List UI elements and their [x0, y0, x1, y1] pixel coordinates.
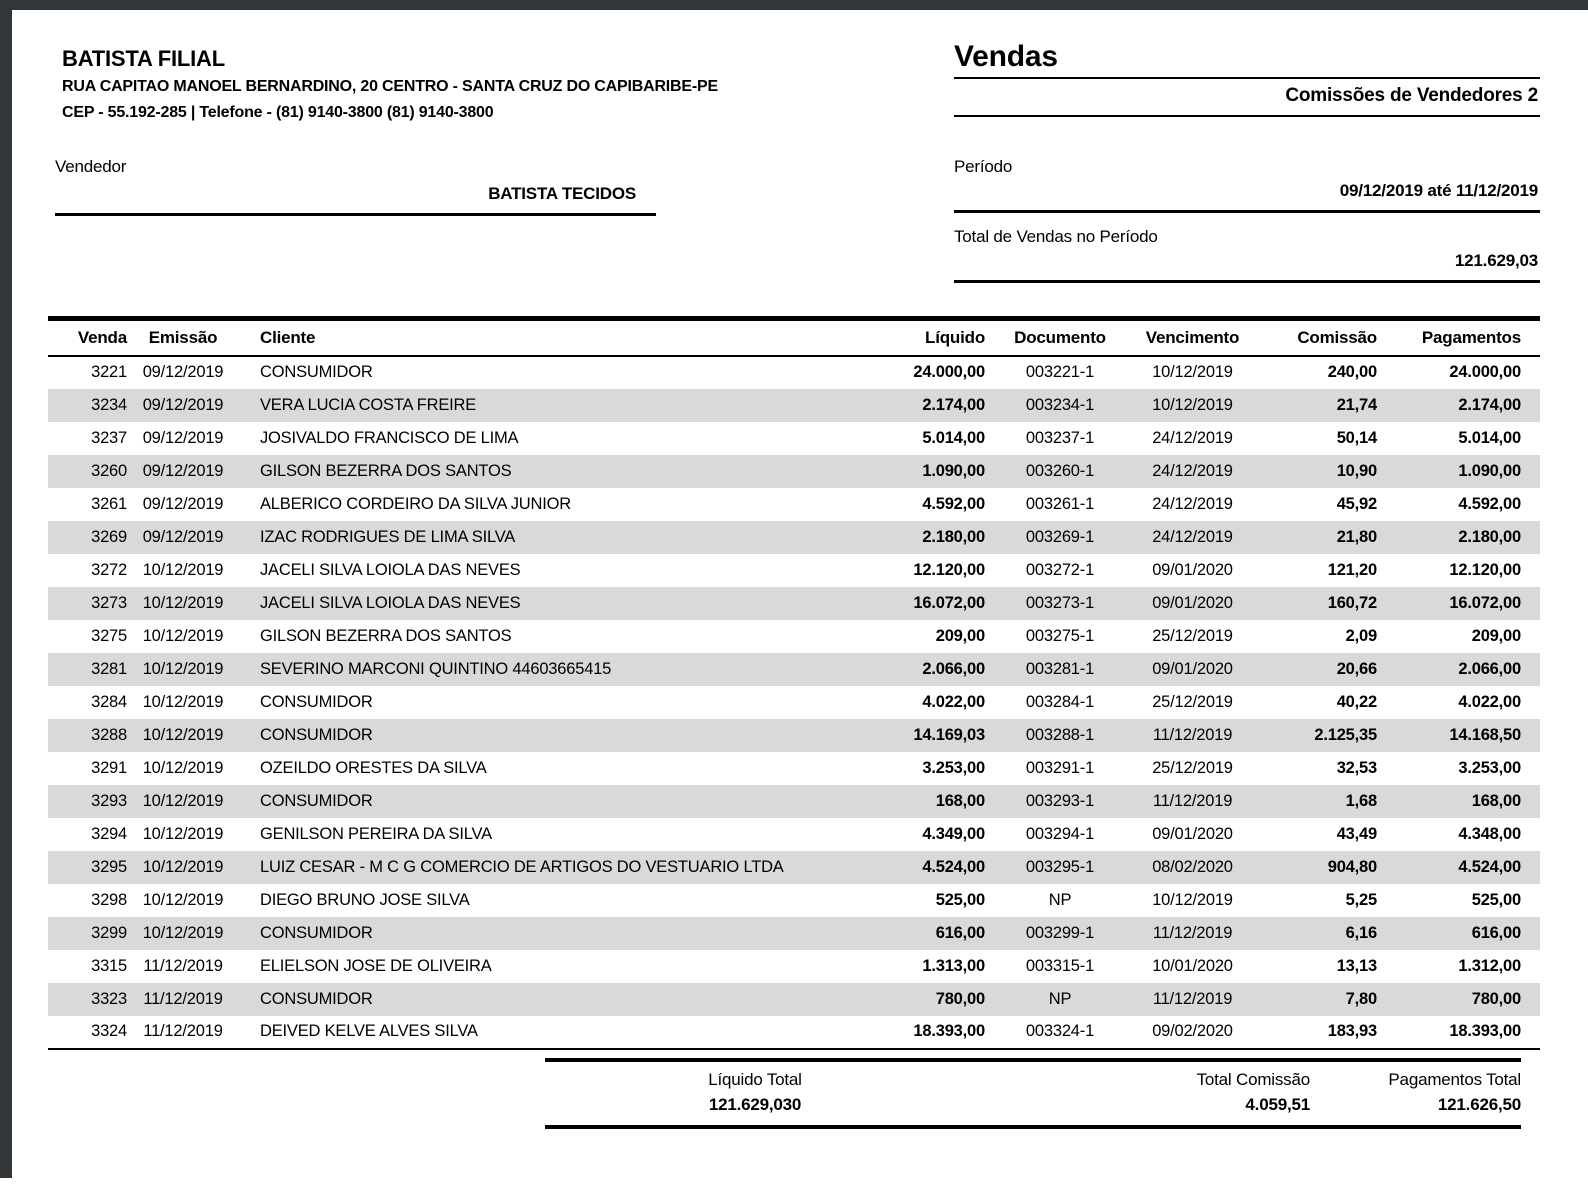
cell-documento: 003284-1 — [1025, 692, 1095, 711]
table-row — [48, 1016, 1540, 1049]
table-row — [48, 620, 1540, 653]
cell-liquido: 1.090,00 — [922, 461, 985, 480]
cell-liquido: 1.313,00 — [922, 956, 985, 975]
company-cep-phone: CEP - 55.192-285 | Telefone - (81) 9140-3800 (81) 9140-3800 — [62, 103, 494, 121]
table-row — [48, 389, 1540, 422]
table-row — [48, 752, 1540, 785]
cell-cliente: DEIVED KELVE ALVES SILVA — [260, 1022, 478, 1041]
table-row — [48, 983, 1540, 1016]
cell-vencimento: 25/12/2019 — [1152, 758, 1233, 777]
col-header-liquido: Líquido — [865, 319, 1000, 356]
cell-emissao: 10/12/2019 — [142, 923, 224, 942]
cell-pagamentos: 24.000,00 — [1449, 363, 1521, 382]
cell-pagamentos: 12.120,00 — [1449, 560, 1521, 579]
cell-vencimento: 08/02/2020 — [1152, 857, 1233, 876]
cell-pagamentos: 5.014,00 — [1458, 428, 1521, 447]
cell-documento: 003315-1 — [1025, 956, 1095, 975]
cell-comissao: 240,00 — [1327, 363, 1377, 382]
cell-cliente: GILSON BEZERRA DOS SANTOS — [260, 461, 512, 480]
cell-emissao: 10/12/2019 — [142, 758, 224, 777]
cell-vencimento: 11/12/2019 — [1152, 791, 1233, 810]
cell-emissao: 09/12/2019 — [142, 428, 224, 447]
cell-comissao: 32,53 — [1336, 758, 1377, 777]
cell-venda: 3269 — [91, 527, 127, 546]
cell-pagamentos: 2.066,00 — [1458, 659, 1521, 678]
cell-vencimento: 24/12/2019 — [1152, 428, 1233, 447]
table-row — [48, 686, 1540, 719]
report-page — [12, 10, 1588, 1129]
cell-liquido: 209,00 — [935, 626, 985, 645]
cell-emissao: 10/12/2019 — [142, 824, 224, 843]
liquido-total-label: Líquido Total — [708, 1069, 802, 1089]
cell-comissao: 45,92 — [1336, 494, 1377, 513]
cell-comissao: 160,72 — [1327, 593, 1377, 612]
cell-liquido: 2.174,00 — [922, 395, 985, 414]
sales-table — [48, 316, 1540, 1050]
cell-comissao: 1,68 — [1345, 791, 1377, 810]
cell-pagamentos: 209,00 — [1471, 626, 1521, 645]
table-row — [48, 488, 1540, 521]
pagamentos-total-block — [1310, 1070, 1521, 1115]
table-row — [48, 653, 1540, 686]
cell-comissao: 43,49 — [1336, 824, 1377, 843]
liquido-total-value: 121.629,030 — [708, 1094, 802, 1114]
cell-emissao: 10/12/2019 — [142, 626, 224, 645]
cell-documento: 003281-1 — [1025, 659, 1095, 678]
cell-vencimento: 24/12/2019 — [1152, 527, 1233, 546]
cell-vencimento: 09/01/2020 — [1152, 659, 1233, 678]
company-info — [48, 38, 718, 123]
cell-venda: 3234 — [91, 395, 127, 414]
cell-pagamentos: 1.090,00 — [1458, 461, 1521, 480]
cell-cliente: GILSON BEZERRA DOS SANTOS — [260, 626, 512, 645]
cell-emissao: 11/12/2019 — [143, 1022, 223, 1041]
cell-documento: 003294-1 — [1025, 824, 1095, 843]
cell-venda: 3288 — [91, 725, 127, 744]
cell-venda: 3294 — [91, 824, 127, 843]
cell-pagamentos: 14.168,50 — [1449, 725, 1521, 744]
cell-comissao: 40,22 — [1336, 692, 1377, 711]
cell-vencimento: 24/12/2019 — [1152, 494, 1233, 513]
cell-comissao: 2.125,35 — [1314, 725, 1377, 744]
total-vendas-label: Total de Vendas no Período — [954, 227, 1158, 247]
pagamentos-total-value: 121.626,50 — [1437, 1094, 1521, 1114]
cell-venda: 3272 — [91, 560, 127, 579]
col-header-cliente: Cliente — [238, 319, 865, 356]
cell-venda: 3323 — [91, 989, 127, 1008]
table-row — [48, 884, 1540, 917]
cell-documento: 003299-1 — [1025, 923, 1095, 942]
cell-vencimento: 25/12/2019 — [1152, 692, 1233, 711]
cell-venda: 3275 — [91, 626, 127, 645]
cell-pagamentos: 780,00 — [1471, 989, 1521, 1008]
cell-venda: 3299 — [91, 923, 127, 942]
cell-venda: 3237 — [91, 428, 127, 447]
cell-venda: 3298 — [91, 890, 127, 909]
cell-liquido: 16.072,00 — [913, 593, 985, 612]
cell-emissao: 10/12/2019 — [142, 593, 224, 612]
vendedor-block — [48, 157, 656, 283]
col-header-venda: Venda — [48, 319, 128, 356]
table-row — [48, 356, 1540, 389]
sales-table-body — [48, 356, 1540, 1049]
cell-emissao: 09/12/2019 — [142, 494, 224, 513]
table-row — [48, 785, 1540, 818]
cell-documento: NP — [1048, 989, 1072, 1008]
cell-vencimento: 09/01/2020 — [1152, 824, 1233, 843]
cell-venda: 3221 — [91, 363, 127, 382]
cell-pagamentos: 16.072,00 — [1449, 593, 1521, 612]
cell-emissao: 10/12/2019 — [142, 659, 224, 678]
table-row — [48, 950, 1540, 983]
cell-emissao: 09/12/2019 — [142, 527, 224, 546]
cell-comissao: 10,90 — [1336, 461, 1377, 480]
cell-liquido: 525,00 — [935, 890, 985, 909]
table-row — [48, 422, 1540, 455]
table-row — [48, 455, 1540, 488]
col-header-vencimento: Vencimento — [1120, 319, 1265, 356]
cell-cliente: CONSUMIDOR — [260, 923, 373, 942]
cell-documento: 003275-1 — [1025, 626, 1095, 645]
cell-emissao: 10/12/2019 — [142, 560, 224, 579]
cell-venda: 3295 — [91, 857, 127, 876]
cell-vencimento: 09/02/2020 — [1152, 1022, 1233, 1041]
cell-emissao: 10/12/2019 — [142, 857, 224, 876]
company-address: RUA CAPITAO MANOEL BERNARDINO, 20 CENTRO - SANTA CRUZ DO CAPIBARIBE-PE — [62, 78, 718, 95]
col-header-comissao: Comissão — [1265, 319, 1390, 356]
cell-emissao: 10/12/2019 — [142, 692, 224, 711]
cell-comissao: 50,14 — [1336, 428, 1377, 447]
cell-pagamentos: 168,00 — [1471, 791, 1521, 810]
cell-cliente: IZAC RODRIGUES DE LIMA SILVA — [260, 527, 516, 546]
cell-pagamentos: 3.253,00 — [1458, 758, 1521, 777]
cell-liquido: 24.000,00 — [913, 363, 985, 382]
cell-cliente: VERA LUCIA COSTA FREIRE — [260, 395, 477, 414]
cell-documento: 003237-1 — [1025, 428, 1095, 447]
cell-comissao: 2,09 — [1345, 626, 1377, 645]
cell-venda: 3315 — [91, 956, 127, 975]
cell-liquido: 2.180,00 — [922, 527, 985, 546]
cell-emissao: 09/12/2019 — [142, 461, 224, 480]
cell-liquido: 5.014,00 — [922, 428, 985, 447]
cell-vencimento: 09/01/2020 — [1152, 560, 1233, 579]
table-row — [48, 917, 1540, 950]
cell-cliente: ALBERICO CORDEIRO DA SILVA JUNIOR — [260, 494, 571, 513]
cell-vencimento: 10/12/2019 — [1152, 363, 1233, 382]
pagamentos-total-label: Pagamentos Total — [1388, 1069, 1521, 1089]
cell-documento: 003288-1 — [1025, 725, 1095, 744]
cell-documento: 003261-1 — [1025, 494, 1095, 513]
vendedor-value: BATISTA TECIDOS — [55, 177, 656, 216]
cell-vencimento: 10/01/2020 — [1152, 956, 1233, 975]
cell-documento: 003221-1 — [1025, 363, 1095, 382]
cell-liquido: 616,00 — [935, 923, 985, 942]
col-header-documento: Documento — [1000, 319, 1120, 356]
cell-cliente: LUIZ CESAR - M C G COMERCIO DE ARTIGOS DO VESTUARIO LTDA — [260, 857, 784, 876]
table-row — [48, 587, 1540, 620]
cell-documento: 003234-1 — [1025, 395, 1095, 414]
cell-venda: 3260 — [91, 461, 127, 480]
cell-documento: 003324-1 — [1025, 1022, 1095, 1041]
cell-liquido: 4.592,00 — [922, 494, 985, 513]
cell-emissao: 10/12/2019 — [142, 890, 224, 909]
cell-liquido: 18.393,00 — [913, 1022, 985, 1041]
report-header — [48, 38, 1540, 123]
total-vendas-value: 121.629,03 — [954, 247, 1540, 283]
cell-cliente: CONSUMIDOR — [260, 363, 373, 382]
cell-venda: 3261 — [91, 494, 127, 513]
cell-cliente: CONSUMIDOR — [260, 791, 373, 810]
cell-liquido: 12.120,00 — [913, 560, 985, 579]
cell-pagamentos: 616,00 — [1471, 923, 1521, 942]
viewer-frame-left — [0, 0, 12, 1178]
cell-documento: 003291-1 — [1025, 758, 1095, 777]
vendedor-label: Vendedor — [55, 157, 127, 177]
cell-documento: 003295-1 — [1025, 857, 1095, 876]
company-name: BATISTA FILIAL — [62, 46, 225, 71]
col-header-emissao: Emissão — [128, 319, 238, 356]
cell-vencimento: 10/12/2019 — [1152, 890, 1233, 909]
cell-cliente: JOSIVALDO FRANCISCO DE LIMA — [260, 428, 519, 447]
cell-venda: 3281 — [91, 659, 127, 678]
cell-cliente: CONSUMIDOR — [260, 989, 373, 1008]
cell-comissao: 21,74 — [1336, 395, 1377, 414]
viewer-frame-top — [0, 0, 1588, 10]
total-comissao-block — [965, 1070, 1310, 1115]
cell-vencimento: 11/12/2019 — [1152, 989, 1233, 1008]
cell-comissao: 6,16 — [1345, 923, 1377, 942]
cell-vencimento: 25/12/2019 — [1152, 626, 1233, 645]
cell-documento: 003293-1 — [1025, 791, 1095, 810]
cell-vencimento: 24/12/2019 — [1152, 461, 1233, 480]
report-title-block — [954, 38, 1540, 117]
report-subtitle: Comissões de Vendedores 2 — [954, 79, 1540, 117]
cell-cliente: CONSUMIDOR — [260, 725, 373, 744]
cell-pagamentos: 4.348,00 — [1458, 824, 1521, 843]
table-row — [48, 521, 1540, 554]
totals-footer — [545, 1058, 1521, 1129]
cell-vencimento: 09/01/2020 — [1152, 593, 1233, 612]
filters-section — [48, 157, 1540, 283]
cell-comissao: 121,20 — [1327, 560, 1377, 579]
cell-liquido: 3.253,00 — [922, 758, 985, 777]
cell-emissao: 09/12/2019 — [142, 395, 224, 414]
cell-pagamentos: 18.393,00 — [1449, 1022, 1521, 1041]
cell-cliente: CONSUMIDOR — [260, 692, 373, 711]
cell-emissao: 10/12/2019 — [142, 791, 224, 810]
cell-documento: 003273-1 — [1025, 593, 1095, 612]
periodo-label: Período — [954, 157, 1013, 177]
cell-cliente: JACELI SILVA LOIOLA DAS NEVES — [260, 593, 521, 612]
periodo-value: 09/12/2019 até 11/12/2019 — [954, 177, 1540, 213]
table-row — [48, 851, 1540, 884]
cell-comissao: 7,80 — [1345, 989, 1377, 1008]
cell-comissao: 13,13 — [1336, 956, 1377, 975]
cell-venda: 3273 — [91, 593, 127, 612]
cell-emissao: 09/12/2019 — [142, 363, 224, 382]
cell-vencimento: 11/12/2019 — [1152, 725, 1233, 744]
cell-liquido: 4.349,00 — [922, 824, 985, 843]
table-row — [48, 818, 1540, 851]
cell-comissao: 904,80 — [1327, 857, 1377, 876]
cell-pagamentos: 2.180,00 — [1458, 527, 1521, 546]
report-title: Vendas — [954, 40, 1540, 79]
cell-documento: NP — [1048, 890, 1072, 909]
cell-liquido: 168,00 — [935, 791, 985, 810]
cell-comissao: 5,25 — [1345, 890, 1377, 909]
cell-cliente: GENILSON PEREIRA DA SILVA — [260, 824, 492, 843]
cell-pagamentos: 2.174,00 — [1458, 395, 1521, 414]
periodo-block — [954, 157, 1540, 283]
cell-pagamentos: 4.524,00 — [1458, 857, 1521, 876]
cell-pagamentos: 4.592,00 — [1458, 494, 1521, 513]
total-comissao-value: 4.059,51 — [1245, 1094, 1310, 1114]
cell-cliente: OZEILDO ORESTES DA SILVA — [260, 758, 487, 777]
cell-vencimento: 11/12/2019 — [1152, 923, 1233, 942]
cell-cliente: DIEGO BRUNO JOSE SILVA — [260, 890, 470, 909]
cell-liquido: 4.524,00 — [922, 857, 985, 876]
cell-liquido: 2.066,00 — [922, 659, 985, 678]
cell-liquido: 4.022,00 — [922, 692, 985, 711]
cell-venda: 3291 — [91, 758, 127, 777]
cell-pagamentos: 1.312,00 — [1458, 956, 1521, 975]
cell-emissao: 11/12/2019 — [143, 989, 223, 1008]
sales-table-header — [48, 319, 1540, 356]
total-comissao-label: Total Comissão — [1196, 1069, 1310, 1089]
cell-vencimento: 10/12/2019 — [1152, 395, 1233, 414]
cell-cliente: JACELI SILVA LOIOLA DAS NEVES — [260, 560, 521, 579]
liquido-total-block — [545, 1070, 965, 1115]
cell-documento: 003272-1 — [1025, 560, 1095, 579]
cell-liquido: 14.169,03 — [913, 725, 985, 744]
table-row — [48, 554, 1540, 587]
cell-emissao: 11/12/2019 — [143, 956, 223, 975]
cell-cliente: SEVERINO MARCONI QUINTINO 44603665415 — [260, 659, 612, 678]
cell-emissao: 10/12/2019 — [142, 725, 224, 744]
cell-comissao: 21,80 — [1336, 527, 1377, 546]
cell-documento: 003260-1 — [1025, 461, 1095, 480]
header-row — [48, 319, 1540, 356]
cell-pagamentos: 525,00 — [1471, 890, 1521, 909]
cell-comissao: 183,93 — [1327, 1022, 1377, 1041]
table-row — [48, 719, 1540, 752]
cell-pagamentos: 4.022,00 — [1458, 692, 1521, 711]
cell-venda: 3284 — [91, 692, 127, 711]
cell-documento: 003269-1 — [1025, 527, 1095, 546]
cell-venda: 3324 — [91, 1022, 127, 1041]
col-header-pagamentos: Pagamentos — [1390, 319, 1540, 356]
cell-venda: 3293 — [91, 791, 127, 810]
cell-comissao: 20,66 — [1336, 659, 1377, 678]
cell-liquido: 780,00 — [935, 989, 985, 1008]
cell-cliente: ELIELSON JOSE DE OLIVEIRA — [260, 956, 492, 975]
